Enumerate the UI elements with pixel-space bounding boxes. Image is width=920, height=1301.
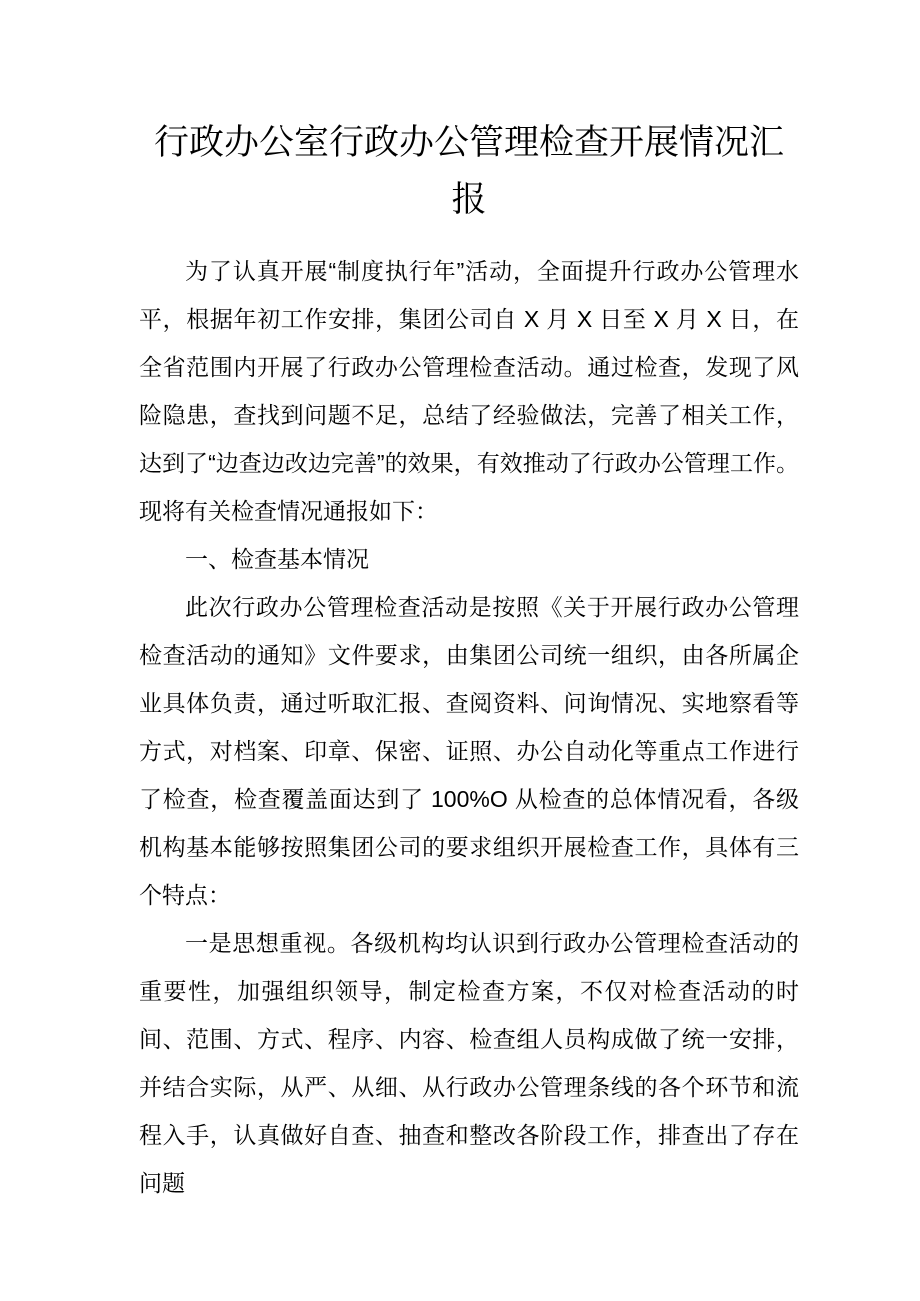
paragraph-inspection-overview: 此次行政办公管理检查活动是按照《关于开展行政办公管理检查活动的通知》文件要求，由集团公司统一组织，由各所属企业具体负责，通过听取汇报、查阅资料、问询情况、实地察看等方式，对档案、印章、保密、证照、办公自动化等重点工作进行了检查，检查覆盖面达到了 100%O 从检查的总体情况看，各级机构基本能够按照集团公司的要求组织开展检查工作，具体有三个特点：: [139, 594, 799, 908]
document-title: 行政办公室行政办公管理检查开展情况汇报: [153, 123, 784, 219]
paragraph-point-one: 一是思想重视。各级机构均认识到行政办公管理检查活动的重要性，加强组织领导，制定检查方案，不仅对检查活动的时间、范围、方式、程序、内容、检查组人员构成做了统一安排，并结合实际，从严、从细、从行政办公管理条线的各个环节和流程入手，认真做好自查、抽查和整改各阶段工作，排查出了存在问题: [139, 930, 799, 1196]
paragraph-intro: 为了认真开展“制度执行年”活动，全面提升行政办公管理水平，根据年初工作安排，集团公司自 X 月 X 日至 X 月 X 日，在全省范围内开展了行政办公管理检查活动。通过检查，发现了风险隐患，查找到问题不足，总结了经验做法，完善了相关工作，达到了“边查边改边完善”的效果，有效推动了行政办公管理工作。现将有关检查情况通报如下：: [139, 258, 799, 524]
document-body: [139, 247, 799, 1207]
section-heading-1: 一、检查基本情况: [185, 546, 369, 572]
